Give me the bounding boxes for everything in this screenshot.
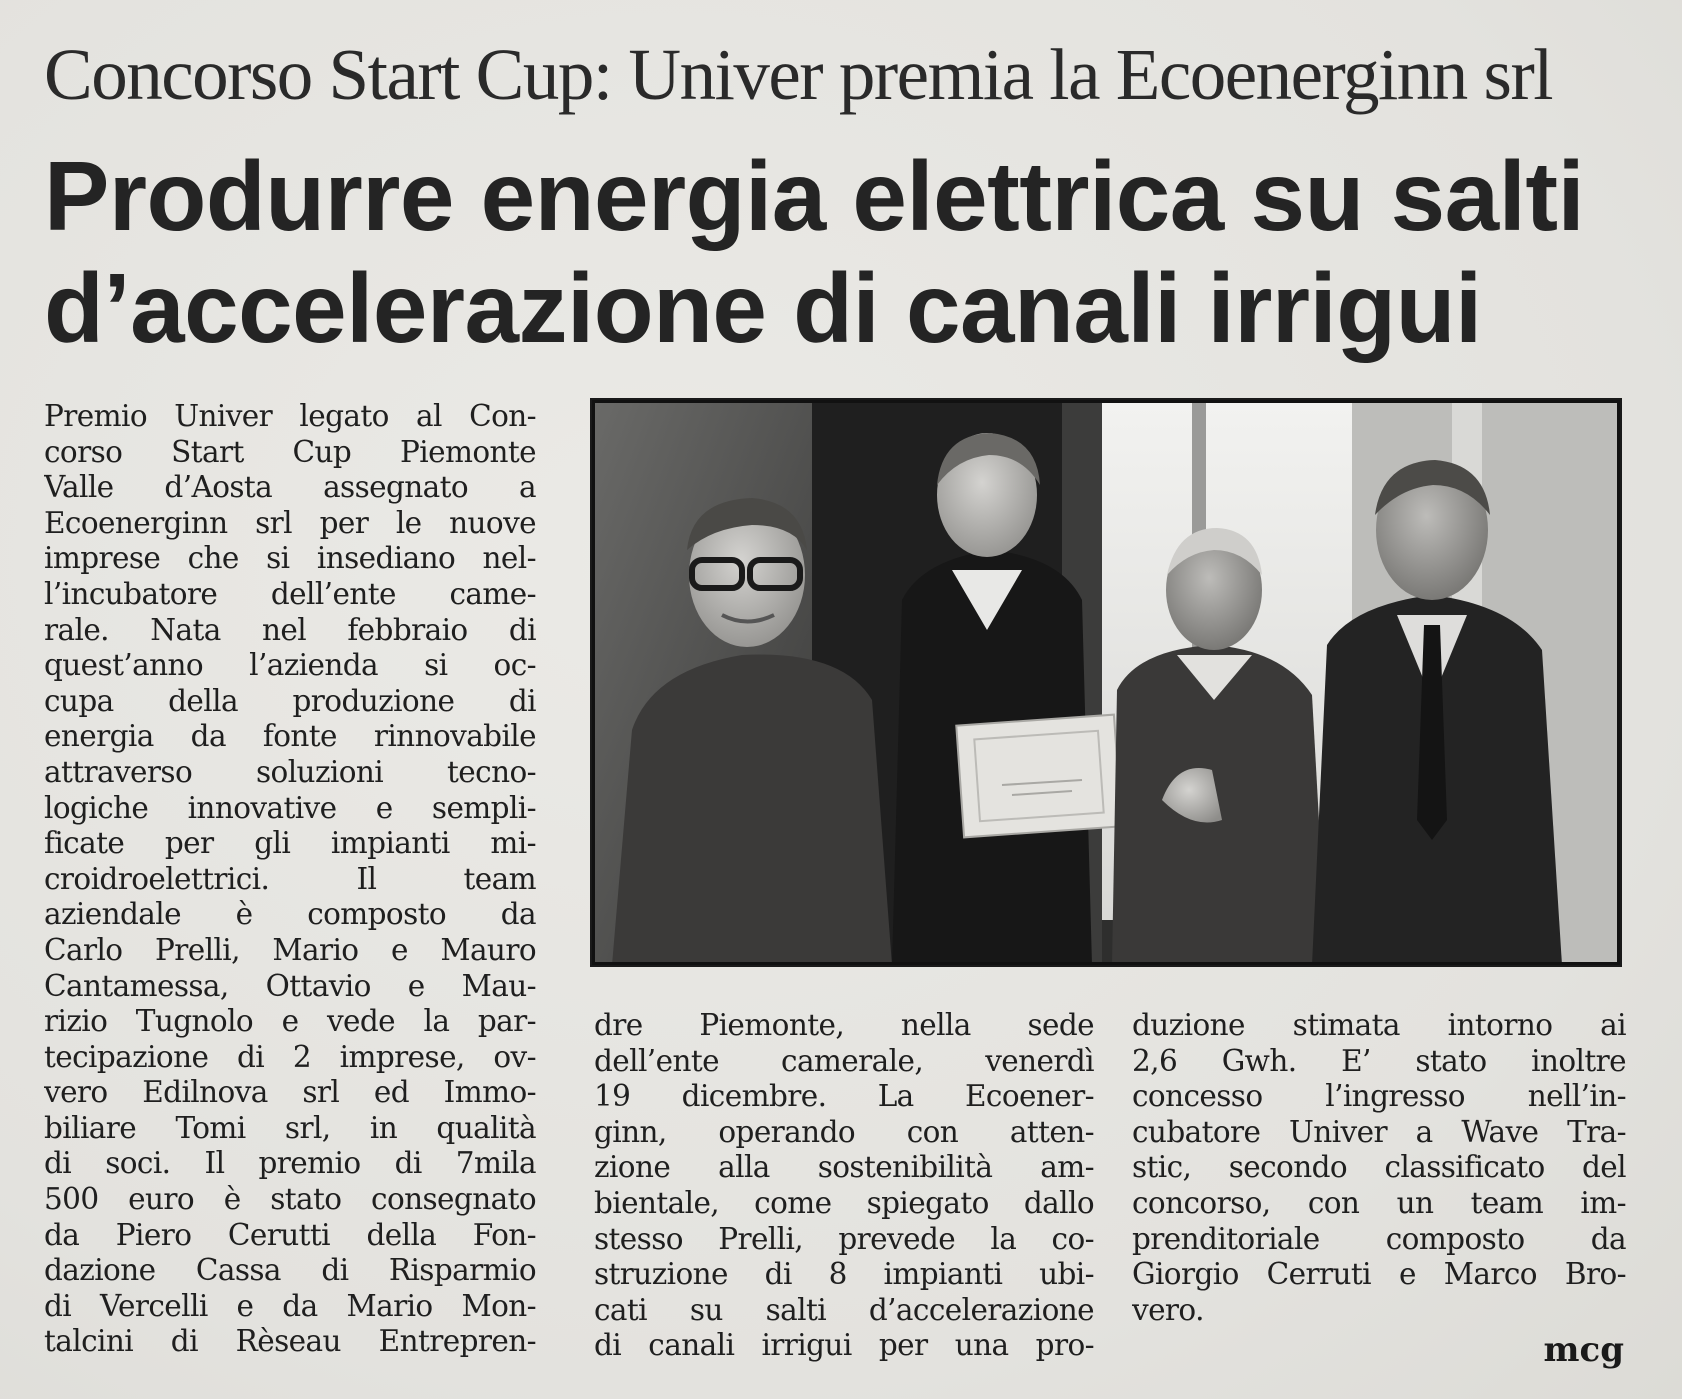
text-line: cubatore Univer a Wave Tra- [1132, 1114, 1626, 1149]
text-line: di soci. Il premio di 7mila [44, 1146, 536, 1181]
text-line: energia da fonte rinnovabile [44, 719, 536, 754]
text-line: Carlo Prelli, Mario e Mauro [44, 932, 536, 967]
article-photo [590, 398, 1622, 967]
article-overtitle: Concorso Start Cup: Univer premia la Ecoenerginn srl [44, 34, 1553, 115]
text-line: concorso, con un team im- [1132, 1185, 1626, 1220]
headline-line: Produrre energia elettrica su salti [44, 141, 1585, 251]
text-line: Giorgio Cerruti e Marco Bro- [1132, 1257, 1626, 1292]
text-line: 500 euro è stato consegnato [44, 1182, 536, 1217]
text-line: ginn, operando con atten- [594, 1114, 1094, 1149]
text-line: dell’ente camerale, venerdì [594, 1043, 1094, 1078]
text-line: aziendale è composto da [44, 897, 536, 932]
text-line: cupa della produzione di [44, 683, 536, 718]
text-line: Valle d’Aosta assegnato a [44, 470, 536, 505]
photo-illustration [592, 400, 1620, 965]
text-line: di canali irrigui per una pro- [594, 1328, 1094, 1363]
text-line: logiche innovative e sempli- [44, 790, 536, 825]
text-line: dre Piemonte, nella sede [594, 1008, 1094, 1042]
article-column-3 [1132, 1008, 1626, 1328]
text-line: biliare Tomi srl, in qualità [44, 1110, 536, 1145]
text-line: vero. [1132, 1292, 1204, 1327]
text-line: Premio Univer legato al Con- [44, 399, 536, 433]
text-line: zione alla sostenibilità am- [594, 1150, 1094, 1185]
text-line: l’incubatore dell’ente came- [44, 576, 536, 611]
article-column-2 [594, 1008, 1094, 1364]
author-signature: mcg [1543, 1330, 1624, 1370]
text-line: quest’anno l’azienda si oc- [44, 648, 536, 683]
text-line: ficate per gli impianti mi- [44, 826, 536, 861]
text-line: di Vercelli e da Mario Mon- [44, 1288, 536, 1323]
text-line: cati su salti d’accelerazione [594, 1292, 1094, 1327]
text-line: 19 dicembre. La Ecoener- [594, 1079, 1094, 1114]
text-line: stic, secondo classificato del [1132, 1150, 1626, 1185]
text-line: talcini di Rèseau Entrepren- [44, 1324, 536, 1359]
text-line: rizio Tugnolo e vede la par- [44, 1004, 536, 1039]
headline-line: d’accelerazione di canali irrigui [44, 253, 1482, 363]
text-line: duzione stimata intorno ai [1132, 1008, 1626, 1042]
text-line: corso Start Cup Piemonte [44, 434, 536, 469]
text-line: stesso Prelli, prevede la co- [594, 1221, 1094, 1256]
text-line: Cantamessa, Ottavio e Mau- [44, 968, 536, 1003]
text-line: rale. Nata nel febbraio di [44, 612, 536, 647]
text-line: concesso l’ingresso nell’in- [1132, 1079, 1626, 1114]
article-headline [44, 140, 1644, 364]
text-line: 2,6 Gwh. E’ stato inoltre [1132, 1043, 1626, 1078]
text-line: bientale, come spiegato dallo [594, 1185, 1094, 1220]
article-column-1 [44, 399, 536, 1360]
text-line: tecipazione di 2 imprese, ov- [44, 1039, 536, 1074]
text-line: vero Edilnova srl ed Immo- [44, 1075, 536, 1110]
text-line: da Piero Cerutti della Fon- [44, 1217, 536, 1252]
text-line: croidroelettrici. Il team [44, 861, 536, 896]
text-line: attraverso soluzioni tecno- [44, 754, 536, 789]
text-line: prenditoriale composto da [1132, 1221, 1626, 1256]
text-line: struzione di 8 impianti ubi- [594, 1257, 1094, 1292]
text-line: Ecoenerginn srl per le nuove [44, 505, 536, 540]
text-line: imprese che si insediano nel- [44, 541, 536, 576]
text-line: dazione Cassa di Risparmio [44, 1253, 536, 1288]
